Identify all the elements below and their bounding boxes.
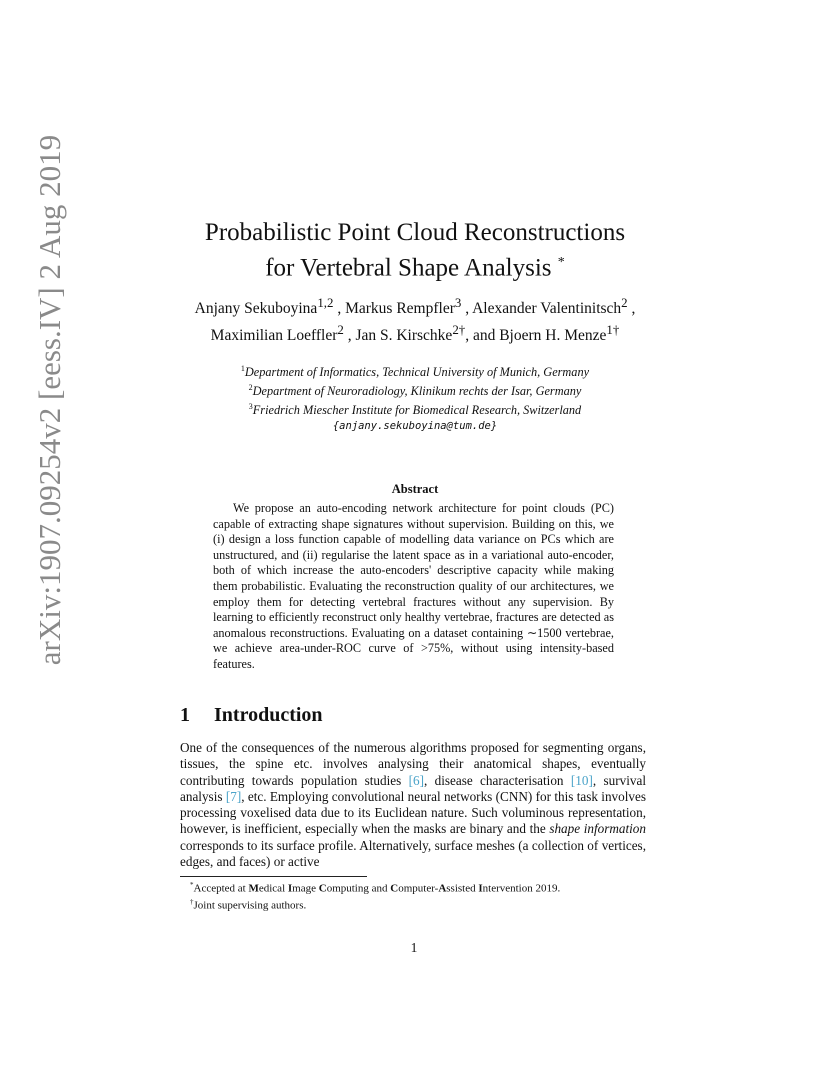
citation-link[interactable]: [10] (570, 772, 593, 788)
section-title: Introduction (214, 704, 323, 726)
arxiv-identifier-stamp: arXiv:1907.09254v2 [eess.IV] 2 Aug 2019 (32, 134, 67, 666)
title-footnote-mark: * (557, 255, 565, 270)
author-list: Anjany Sekuboyina$^{1,2}$ , Markus Rempfler$^3$ , Alexander Valentinitsch$^2$ , Maximilian Loeffler$^2$ , Jan S. Kirschke$^{2\dagger}$, and Bjoern H. Menze$^{1\dagger}$ (194, 295, 636, 345)
affiliation-3: $^3$Friedrich Miescher Institute for Biomedical Research, Switzerland (248, 402, 582, 418)
page-number: 1 (410, 940, 418, 955)
emphasis: shape information (549, 821, 646, 837)
citation-link[interactable]: [6] (408, 772, 424, 788)
footnotes (190, 879, 650, 913)
abstract-heading: Abstract (391, 482, 439, 496)
title-line-1: Probabilistic Point Cloud Reconstructions (204, 219, 626, 246)
citation-link[interactable]: [7] (225, 788, 242, 804)
affiliation-2: $^2$Department of Neuroradiology, Klinikum rechts der Isar, Germany (248, 383, 582, 399)
contact-email[interactable]: {anjany.sekuboyina@tum.de} (332, 420, 498, 433)
paper-title (160, 218, 670, 283)
title-line-2: for Vertebral Shape Analysis * (265, 254, 565, 282)
introduction-paragraph: One of the consequences of the numerous algorithms proposed for segmenting organs, tissues, the spine etc. involves analysing their anatomical shapes, eventually contributing towards population studies [6], disease characterisation [10], survival analysis [7], etc. Employing convolutional neural networks (CNN) for this task involves processing voxelised data due to its Euclidean nature. Such voluminous representation, however, is inefficient, especially when the masks are binary and the shape information corresponds to its surface profile. Alternatively, surface meshes (a collection of vertices, edges, and faces) or active (180, 740, 646, 870)
affiliations (170, 361, 660, 434)
abstract-text: We propose an auto-encoding network architecture for point clouds (PC) capable of extracting shape signatures without supervision. Building on this, we (i) design a loss function capable of modelling data variance on PCs which are unstructured, and (ii) regularise the latent space as in a variational auto-encoder, both of which increase the auto-encoders' descriptive capacity while making them probabilistic. Evaluating the reconstruction quality of our architectures, we employ them for detecting vertebral fractures without any supervision. By learning to efficiently reconstruct only healthy vertebrae, fractures are detected as anomalous reconstructions. Evaluating on a dataset containing ∼1500 vertebrae, we achieve area-under-ROC curve of >75%, without using intensity-based features. (213, 501, 614, 671)
footnote-1: *Accepted at Medical Image Computing and Computer-Assisted Intervention 2019. (190, 881, 561, 895)
section-heading (180, 704, 323, 727)
footnote-divider (180, 876, 367, 877)
footnote-2: †Joint supervising authors. (190, 898, 307, 912)
affiliation-1: $^1$Department of Informatics, Technical University of Munich, Germany (240, 364, 590, 380)
section-number: 1 (180, 704, 190, 726)
